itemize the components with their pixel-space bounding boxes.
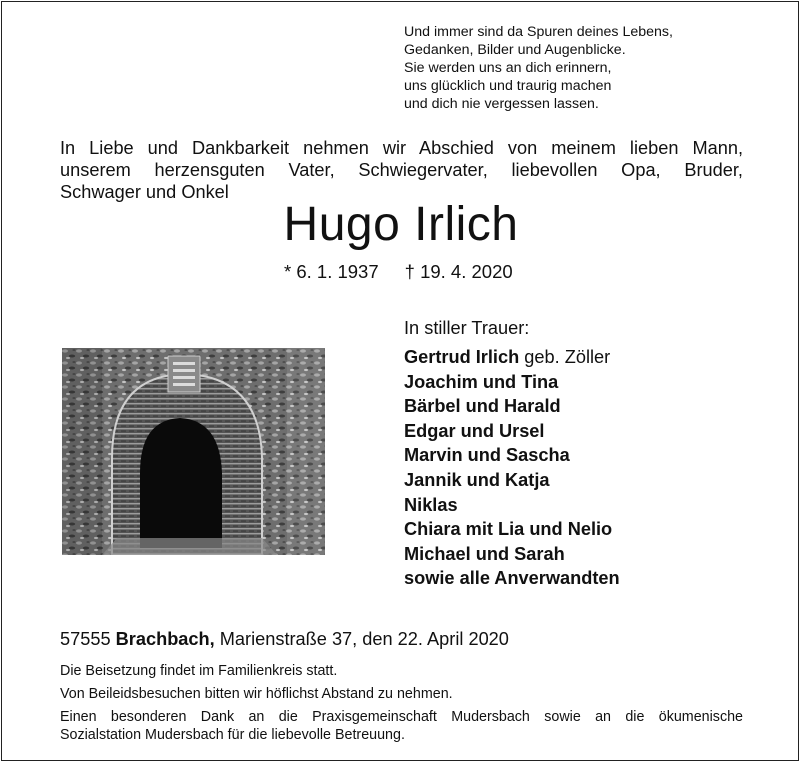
mourner-name: Chiara mit Lia und Nelio <box>404 519 613 540</box>
notes-section <box>60 662 743 744</box>
poem-line: uns glücklich und traurig machen <box>404 78 612 94</box>
intro-text <box>60 137 743 203</box>
mourner-entry <box>404 493 620 518</box>
mourner-entry <box>404 517 620 542</box>
thanks-line: Sozialstation Mudersbach für die liebevolle Betreuung. <box>60 727 405 743</box>
mourner-name: Edgar und Ursel <box>404 420 545 441</box>
burial-note: Die Beisetzung findet im Familienkreis statt. <box>60 663 338 679</box>
intro-line: In Liebe und Dankbarkeit nehmen wir Abschied von meinem lieben Mann, <box>60 138 743 158</box>
intro-line: Schwager und Onkel <box>60 182 229 202</box>
deceased-name: Hugo Irlich <box>283 198 519 251</box>
postal-code: 57555 <box>60 629 111 649</box>
mourner-entry <box>404 566 620 591</box>
mourner-entry <box>404 394 620 419</box>
mourner-birth-name: geb. Zöller <box>519 347 611 367</box>
mourner-entry <box>404 468 620 493</box>
life-dates <box>284 261 513 283</box>
death-date: † 19. 4. 2020 <box>404 261 513 282</box>
mourner-name: Gertrud Irlich <box>404 347 520 367</box>
mourner-entry <box>404 345 620 370</box>
mourner-name: Michael und Sarah <box>404 543 565 564</box>
intro-line: unserem herzensguten Vater, Schwiegervater, liebevollen Opa, Bruder, <box>60 160 743 180</box>
mourner-entry <box>404 542 620 567</box>
mourner-name: Joachim und Tina <box>404 371 559 392</box>
address-line <box>60 629 509 650</box>
stone-arch-image <box>62 348 325 555</box>
obituary-notice <box>1 1 799 761</box>
mourner-name: Jannik und Katja <box>404 469 550 490</box>
mourners-list <box>404 317 620 591</box>
memorial-poem <box>404 23 673 113</box>
thanks-note <box>60 708 743 744</box>
visits-note: Von Beileidsbesuchen bitten wir höflichst Abstand zu nehmen. <box>60 686 453 702</box>
mourner-name: Bärbel und Harald <box>404 396 561 417</box>
birth-date: * 6. 1. 1937 <box>284 261 379 282</box>
mourner-name: sowie alle Anverwandten <box>404 568 620 589</box>
poem-line: und dich nie vergessen lassen. <box>404 96 599 112</box>
poem-line: Gedanken, Bilder und Augenblicke. <box>404 42 626 58</box>
mourner-name: Marvin und Sascha <box>404 445 570 466</box>
mourner-entry <box>404 443 620 468</box>
thanks-line: Einen besonderen Dank an die Praxisgemeinschaft Mudersbach sowie an die ökumenische <box>60 709 743 725</box>
poem-line: Und immer sind da Spuren deines Lebens, <box>404 24 673 40</box>
mourner-entry <box>404 370 620 395</box>
mourner-entry <box>404 419 620 444</box>
memorial-photo <box>62 348 325 555</box>
street-and-date: Marienstraße 37, den 22. April 2020 <box>214 629 509 649</box>
mourner-name: Niklas <box>404 494 458 515</box>
town-name: Brachbach, <box>115 629 215 649</box>
poem-line: Sie werden uns an dich erinnern, <box>404 60 612 76</box>
mourners-heading: In stiller Trauer: <box>404 318 530 338</box>
